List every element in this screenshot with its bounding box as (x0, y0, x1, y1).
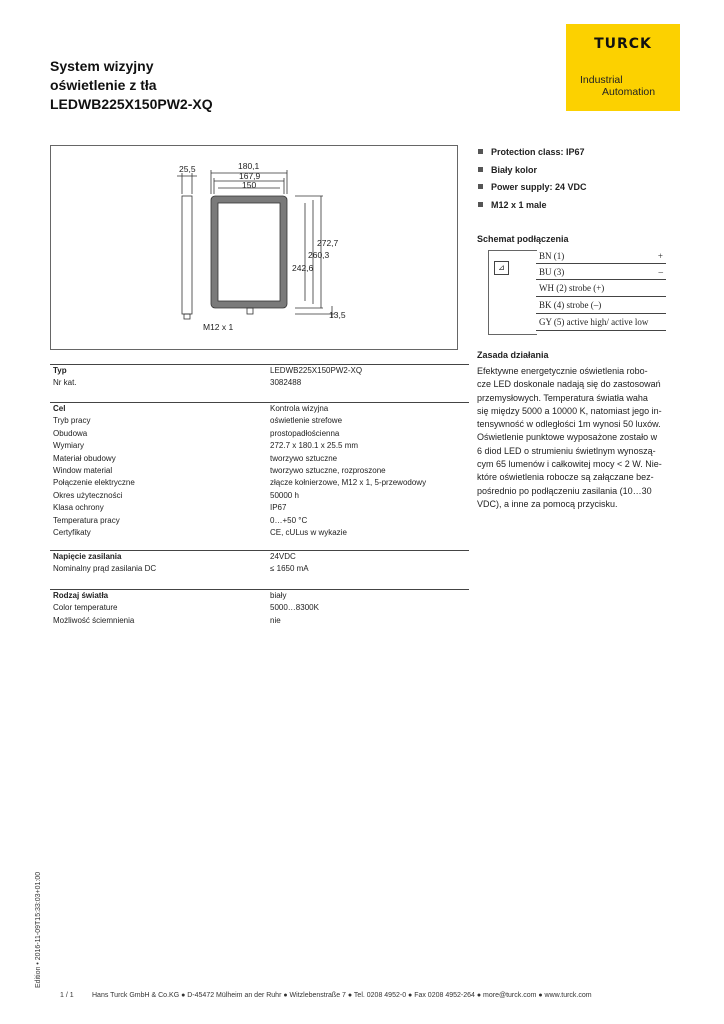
title-line: oświetlenie z tła (50, 77, 157, 93)
wiring-row (539, 251, 666, 261)
wire-line (536, 263, 666, 264)
principle-line: Efektywne energetycznie oświetlenia robo- (477, 366, 648, 376)
spec-value: prostopadłościenna (270, 428, 340, 438)
spec-row (53, 428, 469, 440)
wiring-row (539, 317, 666, 327)
principle-line: cym 65 lumenów i całkowitej mocy < 2 W. Nie- (477, 459, 662, 470)
spec-value: tworzywo sztuczne, rozproszone (270, 465, 386, 475)
dim-connector: M12 x 1 (203, 322, 234, 332)
spec-key: Materiał obudowy (53, 453, 116, 463)
spec-key: Temperatura pracy (53, 515, 120, 525)
principle-line: tensywność w odległości 1m wynosi 50 luxów. (477, 419, 661, 430)
wiring-heading: Schemat podłączenia (477, 234, 569, 244)
dim-connector-offset: 13,5 (329, 310, 346, 320)
feature-text: Protection class: IP67 (491, 147, 585, 157)
wiring-row (539, 283, 666, 293)
wire-label: BN (1) (539, 251, 565, 261)
wire-line (536, 296, 666, 297)
dimension-drawing (50, 145, 458, 350)
wire-line (536, 330, 666, 331)
spec-key: Rodzaj światła (53, 591, 109, 600)
dim-height-outer: 272,7 (317, 238, 339, 248)
connector-symbol-icon: ⊿ (494, 261, 509, 275)
wiring-diagram (488, 250, 666, 335)
wire-label: WH (2) strobe (+) (539, 283, 605, 293)
drawing-svg (51, 146, 457, 349)
wiring-row (539, 300, 666, 310)
feature-item (478, 199, 587, 217)
spec-value: nie (270, 615, 281, 625)
side-view-body (182, 196, 192, 314)
spec-value: 3082488 (270, 378, 302, 388)
spec-group-general (53, 403, 469, 539)
principle-line: 6 diod LED o strumieniu świetlnym wynoszą- (477, 445, 656, 456)
spec-key: Cel (53, 404, 66, 413)
feature-text: M12 x 1 male (491, 199, 547, 210)
dim-width-inner: 150 (242, 180, 257, 190)
turck-logo (566, 24, 680, 111)
principle-line: VDC), a inne za pomocą przycisku. (477, 498, 618, 509)
spec-value: LEDWB225X150PW2-XQ (270, 366, 363, 375)
spec-row (53, 590, 469, 602)
spec-value: IP67 (270, 503, 287, 513)
page-title (50, 57, 213, 114)
page-footer (60, 992, 592, 999)
spec-row (53, 415, 469, 427)
spec-value: tworzywo sztuczne (270, 453, 338, 463)
wire-label: BU (3) (539, 267, 565, 277)
principle-text (477, 365, 677, 511)
principle-line: przemysłowych. Temperatura światła waha (477, 392, 648, 403)
spec-value: oświetlenie strefowe (270, 416, 343, 426)
spec-value: CE, cULus w wykazie (270, 527, 347, 537)
spec-row (53, 502, 469, 514)
principle-line: się między 5000 a 10000 K, natomiast jego in- (477, 405, 662, 416)
spec-row (53, 527, 469, 539)
wire-line (536, 313, 666, 314)
title-line: System wizyjny (50, 58, 154, 74)
spec-row (53, 602, 469, 614)
footer-text: Hans Turck GmbH & Co.KG ● D-45472 Mülheim an der Ruhr ● Witzlebenstraße 7 ● Tel. 0208 4952-0 ● Fax 0208 4952-264 ● more@turck.com ● www.turck.com (92, 992, 592, 999)
spec-value: biały (270, 591, 287, 600)
spec-row (53, 403, 469, 415)
bullet-icon (478, 167, 483, 172)
front-view-window (218, 203, 280, 301)
logo-line-industrial: Industrial (580, 74, 623, 86)
wire-line (536, 279, 666, 280)
spec-row (53, 477, 469, 489)
principle-line: Oświetlenie punktowe wyposażone zostało w (477, 432, 658, 443)
spec-key: Certyfikaty (53, 527, 91, 537)
spec-value: złącze kołnierzowe, M12 x 1, 5-przewodowy (270, 478, 427, 488)
wiring-row (539, 267, 666, 277)
edition-stamp: Edition • 2016-11-09T15:33:03+01:00 (35, 871, 42, 988)
spec-key: Nr kat. (53, 378, 77, 388)
spec-value: 24VDC (270, 552, 296, 561)
spec-value: 272.7 x 180.1 x 25.5 mm (270, 441, 359, 451)
spec-key: Typ (53, 366, 67, 375)
feature-text: Biały kolor (491, 164, 538, 175)
wire-sign: – (658, 267, 663, 277)
dim-height-mid: 260,3 (308, 250, 330, 260)
spec-key: Połączenie elektryczne (53, 478, 135, 488)
dim-height-inner: 242,6 (292, 263, 314, 273)
wire-sign: + (657, 251, 663, 261)
spec-group-type (53, 365, 469, 390)
spec-key: Nominalny prąd zasilania DC (53, 564, 157, 574)
principle-line: cze LED doskonale nadają się do zastosowań (477, 379, 661, 390)
spec-key: Tryb pracy (53, 416, 91, 426)
side-view-connector (184, 314, 190, 319)
dim-width-mid: 167,9 (239, 171, 261, 181)
spec-value: 0…+50 °C (270, 515, 308, 525)
spec-group-light (53, 590, 469, 627)
spec-row (53, 490, 469, 502)
logo-brand: TURCK (594, 36, 652, 52)
spec-key: Wymiary (53, 441, 85, 451)
wire-label: GY (5) active high/ active low (539, 317, 649, 327)
title-line: LEDWB225X150PW2-XQ (50, 96, 213, 112)
feature-item (478, 181, 587, 199)
wire-label: BK (4) strobe (–) (539, 300, 602, 310)
feature-item (478, 146, 587, 164)
spec-key: Klasa ochrony (53, 503, 104, 513)
spec-row (53, 453, 469, 465)
spec-row (53, 440, 469, 452)
spec-key: Okres użyteczności (53, 490, 123, 500)
spec-row (53, 377, 469, 389)
spec-key: Możliwość ściemnienia (53, 615, 135, 625)
spec-key: Color temperature (53, 603, 118, 613)
dim-width-outer: 180,1 (238, 161, 260, 171)
principle-line: które oświetlenia robocze są załączane bez- (477, 472, 654, 483)
spec-value: 50000 h (270, 490, 299, 500)
principle-heading: Zasada działania (477, 350, 549, 360)
spec-value: 5000…8300K (270, 603, 319, 613)
spec-key: Napięcie zasilania (53, 552, 122, 561)
spec-row (53, 615, 469, 627)
bullet-icon (478, 184, 483, 189)
page-number: 1 / 1 (60, 992, 74, 999)
spec-value: ≤ 1650 mA (270, 564, 309, 574)
spec-row (53, 465, 469, 477)
spec-row (53, 515, 469, 527)
principle-line: pośrednio po podłączeniu zasilania (10…30 (477, 485, 652, 496)
feature-text: Power supply: 24 VDC (491, 182, 587, 192)
spec-key: Obudowa (53, 428, 88, 438)
spec-row (53, 551, 469, 563)
front-view-connector (247, 308, 253, 314)
bullet-icon (478, 149, 483, 154)
spec-group-power (53, 551, 469, 576)
logo-line-automation: Automation (602, 86, 656, 98)
bullet-icon (478, 202, 483, 207)
spec-row (53, 563, 469, 575)
spec-key: Window material (53, 465, 113, 475)
spec-value: Kontrola wizyjna (270, 404, 329, 413)
feature-item (478, 164, 587, 182)
spec-row (53, 365, 469, 377)
dim-side-width: 25,5 (179, 164, 196, 174)
feature-list (478, 146, 587, 216)
